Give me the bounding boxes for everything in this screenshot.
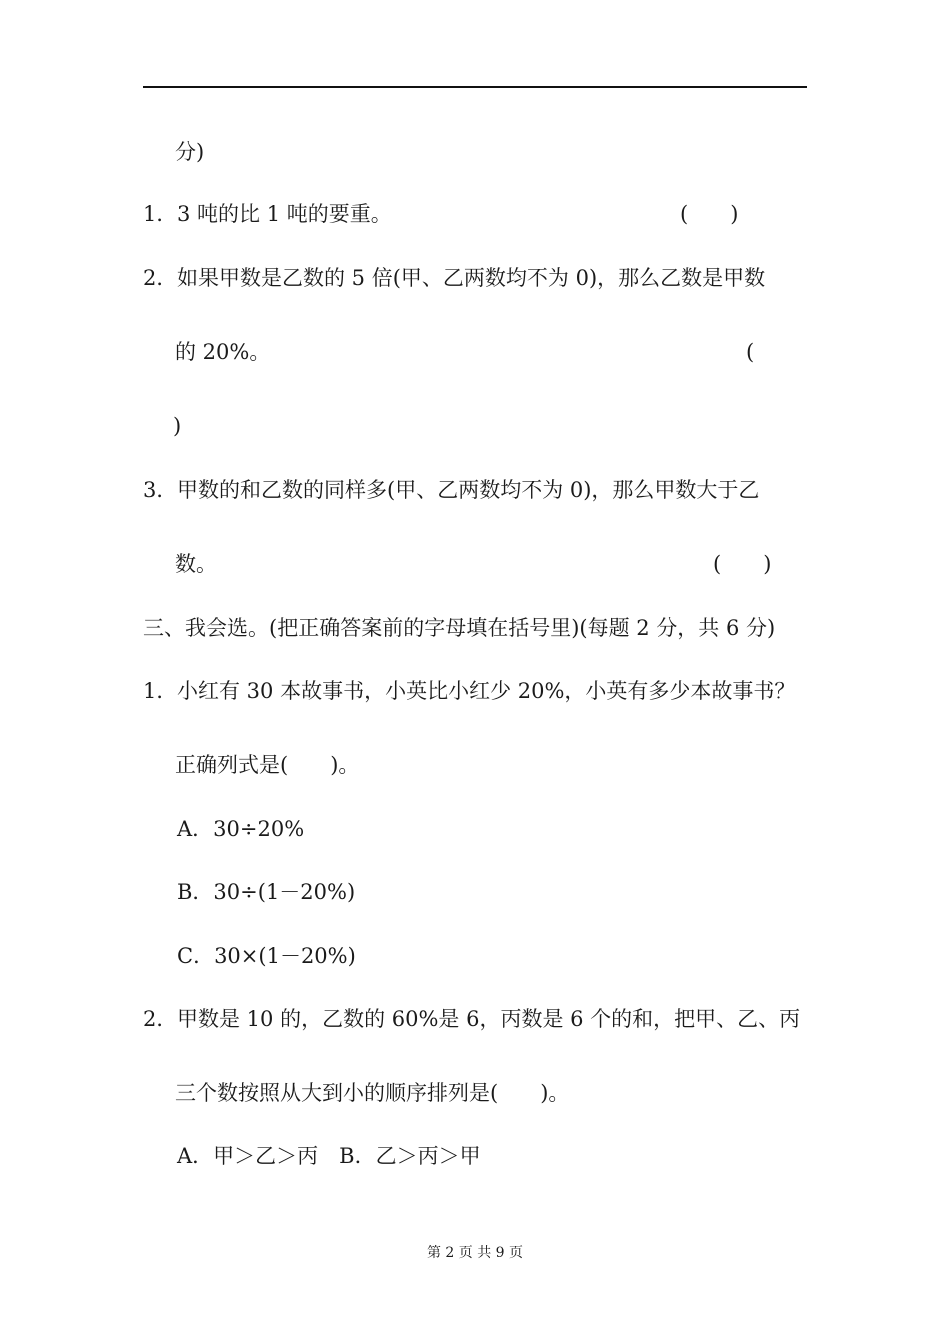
choice-1-number: 1．: [143, 679, 178, 703]
judge-3-answer-paren: ( ): [713, 552, 772, 576]
choice-2-options: A．甲＞乙＞丙 B．乙＞丙＞甲: [177, 1144, 481, 1168]
judge-2-text: 如果甲数是乙数的 5 倍(甲、乙两数均不为 0)，那么乙数是甲数: [177, 266, 766, 290]
judge-3-continuation: 数。: [175, 552, 217, 576]
judge-1-answer-paren: ( ): [680, 202, 739, 226]
page-footer: 第 2 页 共 9 页: [426, 1245, 524, 1261]
choice-2-number: 2．: [143, 1007, 178, 1031]
choice-1-option-c: C．30×(1－20%): [177, 944, 356, 968]
section2-tail: 分): [175, 140, 205, 164]
judge-2-number: 2．: [143, 266, 178, 290]
choice-2-continuation: 三个数按照从大到小的顺序排列是( )。: [175, 1081, 570, 1105]
choice-1-option-a: A．30÷20%: [177, 817, 305, 841]
judge-2-paren-close: ): [173, 414, 182, 438]
judge-3-text: 甲数的和乙数的同样多(甲、乙两数均不为 0)，那么甲数大于乙: [177, 478, 760, 502]
choice-1-continuation: 正确列式是( )。: [175, 753, 360, 777]
judge-1-text: 3 吨的比 1 吨的要重。: [177, 202, 392, 226]
judge-2-continuation: 的 20%。: [175, 340, 271, 364]
judge-3-number: 3．: [143, 478, 178, 502]
choice-2-text: 甲数是 10 的，乙数的 60%是 6，丙数是 6 个的和，把甲、乙、丙: [177, 1007, 801, 1031]
choice-1-text: 小红有 30 本故事书，小英比小红少 20%，小英有多少本故事书？: [177, 679, 796, 703]
choice-1-option-b: B．30÷(1－20%): [177, 880, 356, 904]
section3-title: 三、我会选。(把正确答案前的字母填在括号里)(每题 2 分，共 6 分): [143, 616, 776, 640]
header-rule: [143, 86, 807, 88]
judge-2-paren-open: (: [746, 340, 755, 364]
judge-1-number: 1．: [143, 202, 178, 226]
